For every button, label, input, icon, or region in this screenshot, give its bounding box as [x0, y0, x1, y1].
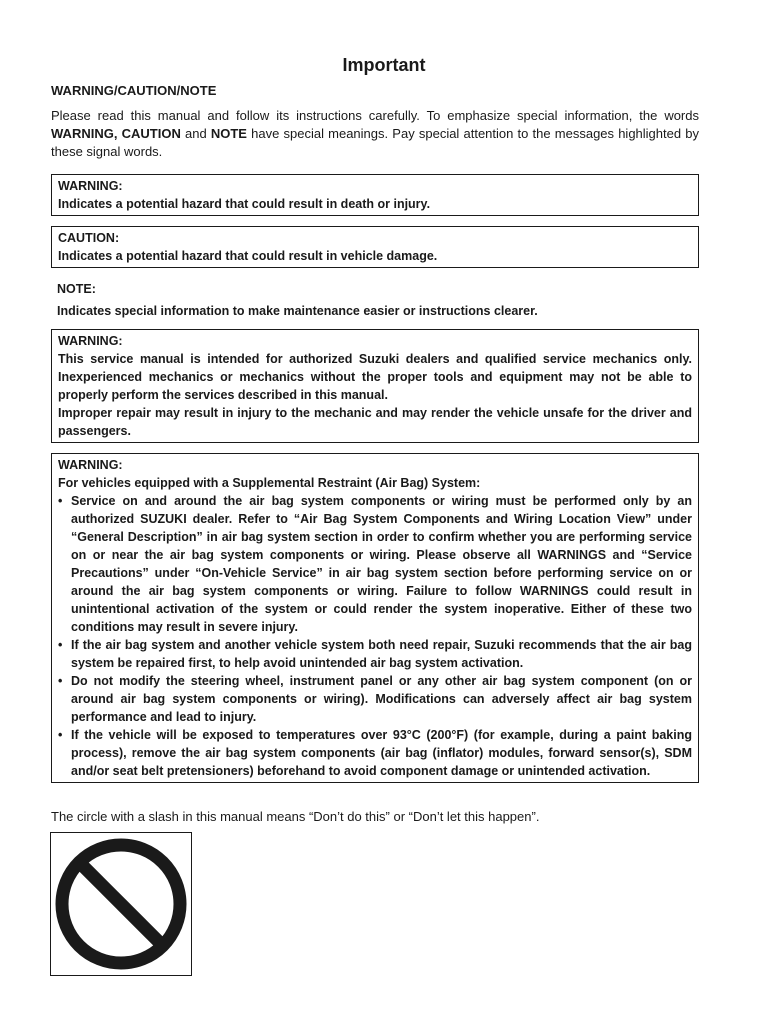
- service-warning-text-1: This service manual is intended for authorized Suzuki dealers and qualified service mechanics only. Inexperienced mechanics or mechanics without the proper tools and equipment may not be able to properly perform the services described in this manual.: [58, 352, 692, 402]
- prohibition-symbol-frame: [50, 832, 192, 976]
- prohibition-icon: [51, 833, 191, 975]
- caution-definition-box: [51, 226, 699, 268]
- note-definition-text: Indicates special information to make maintenance easier or instructions clearer.: [57, 304, 538, 318]
- warning-heading: WARNING:: [58, 179, 123, 193]
- circle-caption: The circle with a slash in this manual means “Don’t do this” or “Don’t let this happen”.: [51, 809, 540, 824]
- airbag-warning-box: [51, 453, 699, 783]
- note-heading: NOTE:: [57, 282, 96, 296]
- note-definition: [57, 279, 691, 321]
- airbag-warning-list: [58, 492, 692, 780]
- page-title: Important: [342, 55, 426, 75]
- list-item: • If the air bag system and another vehicle system both need repair, Suzuki recommends that the air bag system be repaired first, to help avoid unintended air bag system activation.: [58, 636, 692, 672]
- intro-text-1: Please read this manual and follow its instructions carefully. To emphasize special information, the words: [51, 108, 699, 123]
- airbag-warning-intro: For vehicles equipped with a Supplemental Restraint (Air Bag) System:: [58, 476, 481, 490]
- warning-definition-box: [51, 174, 699, 216]
- service-warning-box: [51, 329, 699, 443]
- intro-bold-terms: WARNING, CAUTION: [51, 126, 181, 141]
- service-warning-heading: WARNING:: [58, 334, 123, 348]
- section-subheading: WARNING/CAUTION/NOTE: [51, 83, 217, 98]
- warning-definition-text: Indicates a potential hazard that could result in death or injury.: [58, 197, 431, 211]
- intro-bold-note: NOTE: [210, 126, 247, 141]
- prohibition-slash: [81, 864, 161, 944]
- service-warning-text-2: Improper repair may result in injury to the mechanic and may render the vehicle unsafe for the driver and passengers.: [58, 406, 692, 438]
- intro-paragraph: [51, 107, 699, 161]
- caution-heading: CAUTION:: [58, 231, 120, 245]
- intro-text-3: have special meanings. Pay special attention to the messages highlighted by these signal words.: [51, 126, 699, 159]
- caution-definition-text: Indicates a potential hazard that could result in vehicle damage.: [58, 249, 438, 263]
- intro-text-2: and: [180, 126, 211, 141]
- airbag-warning-heading: WARNING:: [58, 458, 123, 472]
- list-item: • Do not modify the steering wheel, instrument panel or any other air bag system component (on or around air bag system components or wiring). Modifications can adversely affect air bag system performance and lead to injury.: [58, 672, 692, 726]
- list-item: • Service on and around the air bag system components or wiring must be performed only by an authorized SUZUKI dealer. Refer to “Air Bag System Components and Wiring Location View” under “General Description” in air bag system section in order to confirm whether you are performing service on or near the air bag system components or wiring. Please observe all WARNINGS and “Service Precautions” under “On-Vehicle Service” in air bag system section before performing service on or around the air bag system components or wiring. Failure to follow WARNINGS could result in unintentional activation of the system or could render the system inoperative. Either of these two conditions may result in severe injury.: [58, 492, 692, 636]
- list-item: • If the vehicle will be exposed to temperatures over 93°C (200°F) (for example, during a paint baking process), remove the air bag system components (air bag (inflator) modules, forward sensor(s), SDM and/or seat belt pretensioners) beforehand to avoid component damage or unintended activation.: [58, 726, 692, 780]
